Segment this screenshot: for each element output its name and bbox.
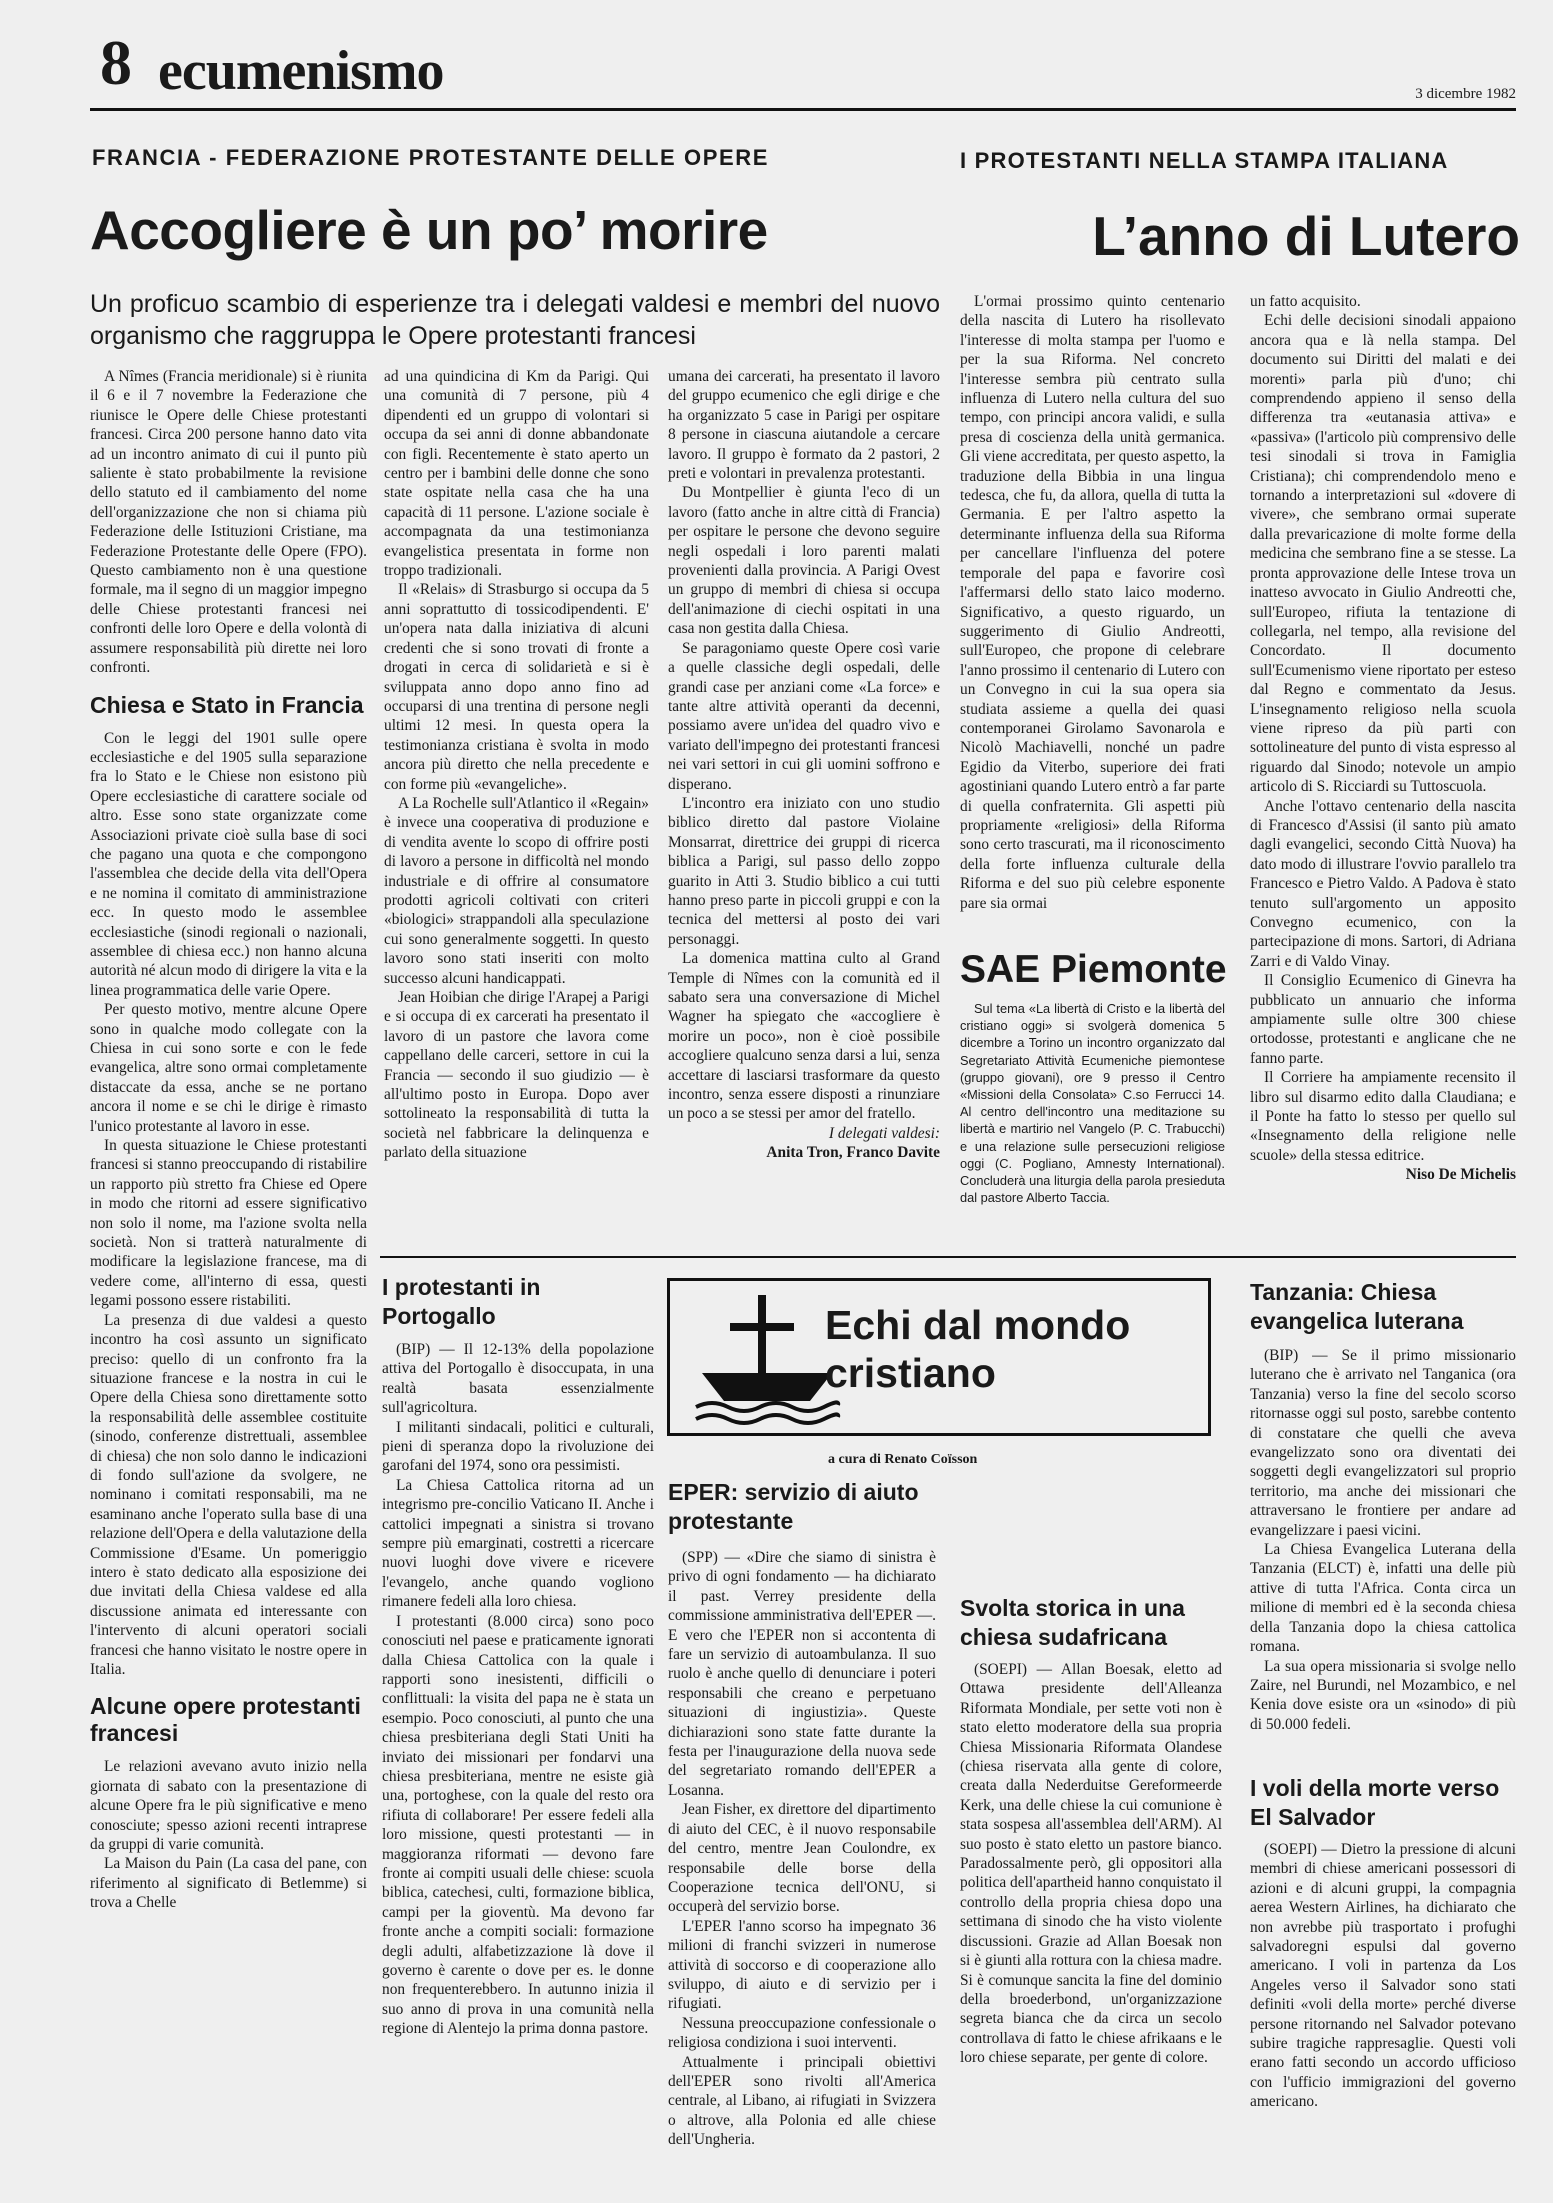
echi-title-line-2: cristiano <box>825 1350 996 1396</box>
paragraph: I protestanti (8.000 circa) sono poco conosciuti nel paese e praticamente ignorati dalla Chiesa Cattolica con la quale i rapporti sono inesistenti, difficili o conflittuali: la visita del papa ne è stata un esempio. Poco conosciuti, al punto che una chiesa presbiteriana degli Stati Uniti ha inviato dei missionari per fondarvi una chiesa presbiteriana, mentre ne esiste già una, portoghese, con la quale del resto ora rifiuta di collaborare! Per essere fedeli alla loro missione, questi protestanti — in maggioranza riformati — devono fare fronte ai compiti usuali delle chiese: scuola biblica, catechesi, culti, formazione biblica, campi per la gioventù. Ma devono far fronte anche a compiti sociali: formazione degli adulti, alfabetizzazione là dove il governo è carente o dove per es. le donne non frequenterebbero. In autunno inizia il suo anno di prova in una comunità nella regione di Alentejo la prima donna pastore. <box>382 1612 654 2038</box>
paragraph: Con le leggi del 1901 sulle opere ecclesiastiche e del 1905 sulla separazione fra lo Stato e le Chiese non esistono più Opere ecclesiastiche di carattere sociale od altro. Esse sono state organizzate come Associazioni private cioè sulla base di soci che pagano una quota e che compongono l'assemblea che decide della vita dell'Opera e ne nomina il comitato di amministrazione ecc. In questo modo le assemblee ecclesiastiche (sinodi regionali o nazionali, assemblee di chiesa ecc.) non hanno alcuna autorità né alcun modo di dirigere la vita e la linea programmatica delle varie Opere. <box>90 729 367 999</box>
left-kicker: FRANCIA - FEDERAZIONE PROTESTANTE DELLE OPERE <box>92 145 770 170</box>
salvador-headline: I voli della morte verso El Salvador <box>1250 1775 1500 1830</box>
left-headline: Accogliere è un po’ morire <box>90 199 768 261</box>
tanzania-body <box>1250 1346 1516 1756</box>
page-number: 8 <box>100 27 132 98</box>
issue-date: 3 dicembre 1982 <box>1415 86 1516 102</box>
sae-body <box>960 1000 1225 1240</box>
paragraph: (SOEPI) — Dietro la pressione di alcuni membri di chiese americani possessori di azioni e di alcuni gruppi, la compagnia aerea Western Airlines, ha dichiarato che non avrebbe più trasportato i profughi salvadoregni espulsi dal governo americano. I voli in partenza da Los Angeles verso il Salvador sono stati definiti «voli della morte» perché diverse persone ritornando nel Salvador potevano subire tragiche rappresaglie. Questi voli erano fatti secondo un accordo ufficioso con l'ufficio immigrazioni del governo americano. <box>1250 1841 1516 2111</box>
paragraph: La presenza di due valdesi a questo incontro ha così assunto un significato preciso: quello di un confronto fra la situazione francese e la nostra in cui le Opere della Chiesa sono direttamente sotto la responsabilità delle assemblee costituite (sinodo, conferenze distrettuali, assemblee di chiesa) che non solo danno le indicazioni di fondo sull'azione da svolgere, ne nominano i comitati responsabili, ma ne esaminano anche l'operato sulla base di una relazione dell'Opera e della valutazione della Commissione d'Esame. Un pomeriggio intero è stato dedicato alla esposizione dei due invitati della Chiesa valdese ed alla discussione animata ed interessante con l'intervento di alcuni operatori sociali francesi che hanno visitato le nostre opere in Italia. <box>90 1311 367 1678</box>
paragraph: (SPP) — «Dire che siamo di sinistra è privo di ogni fondamento — ha dichiarato il past. Verrey presidente della commissione amministrativa dell'EPER —. E vero che l'EPER non si accontenta di fare un servizio di autoambulanza. Il suo ruolo è anche quello di denunciare i poteri responsabili che creano e perpetuano situazioni di ingiustizia». Queste dichiarazioni sono state fatte durante la festa per l'inaugurazione della nuova sede del segretariato romando dell'EPER a Losanna. <box>668 1549 936 1799</box>
paragraph: La domenica mattina culto al Grand Temple di Nîmes con la comunità ed il sabato sera una conversazione di Michel Wagner ha spiegato che «accogliere è morire un poco», non è cioè possibile accogliere qualcuno senza darsi a lui, senza accettare di lasciarsi trasformare da questo incontro, senza essere disposti a rinunziare un poco a se stessi per amor del fratello. <box>668 950 940 1123</box>
paragraph: Il Consiglio Ecumenico di Ginevra ha pubblicato un annuario che informa ampiamente sulle oltre 300 chiese ortodosse, protestanti e anglicane che ne fanno parte. <box>1250 972 1516 1067</box>
section-title: ecumenismo <box>158 40 444 102</box>
signature-line-2: Anita Tron, Franco Davite <box>766 1144 940 1162</box>
paragraph: Nessuna preoccupazione confessionale o religiosa condiziona i suoi interventi. <box>668 2014 936 2052</box>
paragraph: Attualmente i principali obiettivi dell'EPER sono rivolti all'America centrale, al Libano, ai rifugiati in Svizzera o altrove, alla Polonia ed alle chiese dell'Ungheria. <box>668 2053 936 2149</box>
paragraph: La Maison du Pain (La casa del pane, con riferimento al significato di Betlemme) si trova a Chelle <box>90 1855 367 1912</box>
paragraph: L'EPER l'anno scorso ha impegnato 36 milioni di franchi svizzeri in numerose attività di soccorso e di cooperazione allo sviluppo, di aiuto e di servizio per i rifugiati. <box>668 1917 936 2013</box>
paragraph: Anche l'ottavo centenario della nascita di Francesco d'Assisi (il santo più amato dagli evangelici, secondo Città Nuova) ha dato modo di illustrare l'ovvio parallelo tra Francesco e Pietro Valdo. A Padova è stato tenuto sull'argomento un apposito Convegno ecumenico, con la partecipazione di mons. Sartori, di Adriana Zarri e di Valdo Vinay. <box>1250 797 1516 970</box>
right-headline: L’anno di Lutero <box>1092 205 1520 267</box>
left-col-1 <box>90 367 367 2157</box>
paragraph: ad una quindicina di Km da Parigi. Qui una comunità di 7 persone, più 4 dipendenti ed un gruppo di volontari si occupa da sei anni di donne abbandonate con figli. Recentemente è stato aperto un centro per i bambini delle donne che sono state ospitate nella casa che ha una capacità di 11 persone. L'azione sociale è accompagnata da una testimonianza evangelistica presentata in forme non troppo tradizionali. <box>384 368 649 580</box>
right-col-1 <box>960 292 1225 960</box>
paragraph: Jean Fisher, ex direttore del dipartimento di aiuto del CEC, è il nuovo responsabile del centro, mentre Jean Coulondre, ex responsabile delle borse della Cooperazione tecnica dell'ONU, si occuperà del servizio borse. <box>668 1801 936 1916</box>
echi-curator: a cura di Renato Coïsson <box>828 1452 978 1467</box>
section-divider <box>380 1256 1516 1258</box>
subhead-chiesa-stato: Chiesa e Stato in Francia <box>90 691 364 718</box>
paragraph: (BIP) — Il 12-13% della popolazione attiva del Portogallo è disoccupata, in una realtà basata essenzialmente sull'agricoltura. <box>382 1341 654 1417</box>
svolta-body <box>960 1660 1222 2158</box>
paragraph: L'incontro era iniziato con uno studio biblico diretto dal pastore Violaine Monsarrat, direttrice dei gruppi di ricerca biblica a Parigi, sul passo dello zoppo guarito in Atti 3. Studio biblico a cui tutti hanno preso parte in piccoli gruppi e con la tecnica del mettersi al posto dei vari personaggi. <box>668 794 940 948</box>
salvador-body <box>1250 1840 1516 2158</box>
masthead-rule <box>90 108 1516 111</box>
signature: Niso De Michelis <box>1405 1166 1516 1184</box>
eper-headline: EPER: servizio di aiuto protestante <box>668 1479 919 1534</box>
paragraph: Il «Relais» di Strasburgo si occupa da 5 anni soprattutto di tossicodipendenti. E' un'opera nata dalla iniziativa di alcuni credenti che si sono trovati di fronte a drogati in cerca di solidarietà e si è sviluppata anno dopo anno fino ad occuparsi di una trentina di persone negli ultimi 12 mesi. In questa opera la testimonianza cristiana è svolta in modo ancora più diretto che nella precedente e con forme più «evangeliche». <box>384 581 649 793</box>
paragraph: Il Corriere ha ampiamente recensito il libro sul disarmo edito dalla Claudiana; e il Ponte ha fatto lo stesso per quello sul «Insegnamento della religione nelle scuole» della stessa editrice. <box>1250 1069 1516 1164</box>
tanzania-headline: Tanzania: Chiesa evangelica luterana <box>1250 1279 1464 1334</box>
paragraph: (SOEPI) — Allan Boesak, eletto ad Ottawa presidente dell'Alleanza Riformata Mondiale, per sette voti non è stato eletto moderatore della sua propria Chiesa Missionaria Riformata Olandese (chiesa riservata alla gente di colore, creata dalla Nederduitse Gereformeerde Kerk, una delle chiese la cui comunione è stata sospesa all'assemblea dell'ARM). Al suo posto è stato eletto un pastore bianco. Paradossalmente però, gli oppositori alla politica dell'apartheid hanno conquistato il controllo della propria chiesa dopo una settimana di sinodo che ha visto violente discussioni. Grazie ad Allan Boesak non si è giunti alla rottura con la chiesa madre. Si è comunque sancita la fine del dominio della broederbond, un'organizzazione segreta bianca che da circa un secolo controllava di fatto le chiese afrikaans e le loro chiese separate, per gente di colore. <box>960 1661 1222 2067</box>
sae-headline: SAE Piemonte <box>960 948 1227 991</box>
right-kicker: I PROTESTANTI NELLA STAMPA ITALIANA <box>960 148 1449 173</box>
portogallo-body <box>382 1340 654 2160</box>
paragraph: Se paragoniamo queste Opere così varie a quelle classiche degli ospedali, delle grandi case per anziani come «La force» e tante altre attività operanti da decenni, possiamo avere un'idea del quadro vivo e variato dell'impegno dei protestanti francesi nei vari settori in cui gli uomini soffrono e disperano. <box>668 639 940 793</box>
echi-box <box>667 1278 1211 1436</box>
paragraph: La Chiesa Evangelica Luterana della Tanzania (ELCT) è, infatti una delle più attive di tutta l'Africa. Conta circa un milione di membri ed è la seconda chiesa della Tanzania dopo la chiesa cattolica romana. <box>1250 1541 1516 1656</box>
paragraph: A La Rochelle sull'Atlantico il «Regain» è invece una cooperativa di produzione e di vendita avente lo scopo di offrire posti di lavoro a persone in difficoltà nel mondo industriale e di offrire al consumatore prodotti agricoli coltivati con criteri «biologici» strappandoli alla speculazione cui sono generalmente soggetti. In questo lavoro sono stati inseriti con molto successo alcuni handicappati. <box>384 794 649 987</box>
svolta-headline: Svolta storica in una chiesa sudafricana <box>960 1595 1185 1650</box>
paragraph: La Chiesa Cattolica ritorna ad un integrismo pre-concilio Vaticano II. Anche i cattolici impegnati a sinistra si trovano sempre più emarginati, costretti a ricercare nuovi luoghi dove vivere e ricevere l'evangelo, anche quando vogliono rimanere fedeli alla loro chiesa. <box>382 1476 654 1611</box>
paragraph: L'ormai prossimo quinto centenario della nascita di Lutero ha risollevato l'interesse di molta stampa per l'uomo e per la sua Riforma. Nel concreto l'interesse sembra più centrato sulla influenza di Lutero nella cultura del suo tempo, con principi ancora validi, e sulla presa di coscienza della unità germanica. Gli viene accreditata, per questo aspetto, la traduzione della Bibbia in una lingua tedesca, che fu, da allora, quella di tutta la Germania. E per l'altro aspetto la determinante influenza della sua Riforma per cancellare l'influenza del potere temporale del papa e favorire così l'affermarsi dello stato laico moderno. Significativo, a questo riguardo, un suggerimento di Giulio Andreotti, sull'Europeo, che propone di celebrare l'anno prossimo il centenario di Lutero con un Convegno in cui la sua opera sia studiata assieme a quella dei quasi contemporanei Girolamo Savonarola e Nicolò Machiavelli, nonché un padre Egidio da Viterbo, superiore dei frati agostiniani quando Lutero entrò a far parte di quella confraternita. Gli aspetti più propriamente «religiosi» della Riforma sono certo trascurati, ma il riconoscimento della forte influenza culturale della Riforma e del suo più celebre esponente pare sia ormai <box>960 293 1225 912</box>
paragraph: Echi delle decisioni sinodali appaiono ancora qua e là nella stampa. Del documento sui Diritti del malati e dei morenti» parla più d'uno; chi comprendendo appieno il senso della differenza tra «eutanasia attiva» e «passiva» (l'articolo più comprensivo delle tesi sinodali si trova in Famiglia Cristiana); chi comprendendolo meno e tornando a interpretazioni sul «dovere di vivere», che sembrano ormai superate dalla prevaricazione di molte forme della medicina che sembrano fine a se stesse. La pronta approvazione delle Intese trova un inatteso avvocato in Giulio Andreotti che, sull'Europeo, rifiuta la tentazione di collegarla, nel tempo, alla revisione del Concordato. Il documento sull'Ecumenismo viene riportato per esteso dal Regno e commentato da Jesus. L'insegnamento religioso nella scuola viene ripreso da più parti con sottolineature del punto di vista espresso al riguardo dal Sinodo; notevole un ampio articolo di S. Ricciardi su Tuttoscuola. <box>1250 312 1516 796</box>
left-deck: Un proficuo scambio di esperienze tra i delegati valdesi e membri del nuovo organismo che raggruppa le Opere protestanti francesi <box>90 290 940 350</box>
paragraph: Jean Hoibian che dirige l'Arapej a Parigi e si occupa di ex carcerati ha presentato il lavoro di un pastore che lavora come cappellano delle carceri, settore in cui la Francia — secondo il suo giudizio — è all'ultimo posto in Europa. Dopo aver sottolineato la responsabilità di tutta la società nel fabbricare la delinquenza e parlato della situazione <box>384 989 649 1162</box>
paragraph: A Nîmes (Francia meridionale) si è riunita il 6 e il 7 novembre la Federazione che riunisce le Opere delle Chiese protestanti francesi. Circa 200 persone hanno dato vita ad un incontro animato di cui il punto più saliente è stato probabilmente la revisione dello statuto ed il cambiamento del nome dell'organizzazione che non si chiama più Federazione delle Istituzioni Cristiane, ma Federazione Protestante delle Opere (FPO). Questo cambiamento non è una questione formale, ma il segno di un maggior impegno delle Chiese protestanti francesi nei confronti delle loro Opere e della volontà di assumere responsabilità più dirette nei loro confronti. <box>90 368 367 677</box>
paragraph: La sua opera missionaria si svolge nello Zaire, nel Burundi, nel Mozambico, e nel Kenia dove esiste ora un «sinodo» di più di 50.000 fedeli. <box>1250 1657 1516 1733</box>
signature-line-1: I delegati valdesi: <box>828 1124 940 1142</box>
paragraph: Le relazioni avevano avuto inizio nella giornata di sabato con la presentazione di alcune Opere fra le più significative e meno conosciute; spesso azioni recenti intraprese da gruppi di varie comunità. <box>90 1758 367 1854</box>
portogallo-headline: I protestanti in Portogallo <box>382 1274 541 1329</box>
subhead-alcune-opere: Alcune opere protestanti francesi <box>90 1693 361 1747</box>
masthead <box>86 28 1516 118</box>
eper-body <box>668 1548 936 2158</box>
right-col-2 <box>1250 292 1516 1242</box>
sae-text: Sul tema «La libertà di Cristo e la libertà del cristiano oggi» si svolgerà domenica 5 dicembre a Torino un incontro organizzato dal Segretariato Attività Ecumeniche piemontese (gruppo giovani), ore 9 presso il Centro «Missioni della Consolata» C.so Ferrucci 14. Al centro dell'incontro una meditazione su libertà e martirio nel Vangelo (P. C. Trabucchi) e una relazione sulle persecuzioni religiose oggi (C. Pogliano, Amnesty International). Concluderà una liturgia della parola presieduta dal pastore Alberto Taccia. <box>960 1001 1225 1206</box>
paragraph: (BIP) — Se il primo missionario luterano che è arrivato nel Tanganica (ora Tanzania) verso la fine del secolo scorso ritornasse oggi sul posto, sarebbe contento di constatare che quelli che aveva evangelizzato sono ora diventati dei soggetti degli evangelizzatori sul proprio territorio, ma anche dei missionari che attraversano le frontiere per andare ad evangelizzare i paesi vicini. <box>1250 1347 1516 1539</box>
left-col-3 <box>668 367 940 1247</box>
paragraph: Per questo motivo, mentre alcune Opere sono in qualche modo collegate con la Chiesa in cui sono sorte e con le fede evangelica, altre sono ormai completamente distaccate da essa, anche se ne portano ancora il nome e se chi le dirige è rimasto l'unico protestante al lavoro in esse. <box>90 1001 367 1135</box>
paragraph: Du Montpellier è giunta l'eco di un lavoro (fatto anche in altre città di Francia) per ospitare le persone che devono seguire negli ospedali i loro parenti malati provenienti dalla provincia. A Parigi Ovest un gruppo di membri di chiesa si occupa dell'animazione di ciechi ospitati in una casa non gestita dalla Chiesa. <box>668 484 940 638</box>
echi-title-line-1: Echi dal mondo <box>825 1302 1131 1348</box>
cross-boat-icon <box>692 1289 842 1429</box>
paragraph: un fatto acquisito. <box>1250 293 1361 310</box>
left-col-2 <box>384 367 649 1247</box>
paragraph: umana dei carcerati, ha presentato il lavoro del gruppo ecumenico che egli dirige e che ha organizzato 5 case in Parigi per ospitare 8 persone in ciascuna aiutandole a cercare lavoro. Il gruppo è formato da 2 pastori, 2 preti e volontari in prevalenza protestanti. <box>668 368 940 483</box>
paragraph: In questa situazione le Chiese protestanti francesi si stanno preoccupando di ristabilire un rapporto più stretto fra Chiese ed Opere in modo che ritorni ad essere significativo non solo il nome, ma l'azione svolta nella società. Non si tratterà naturalmente di modificare la legislazione francese, ma di vedere come, all'interno di essa, questi legami possono essere ristabiliti. <box>90 1137 367 1310</box>
paragraph: I militanti sindacali, politici e culturali, pieni di speranza dopo la rivoluzione dei garofani del 1974, sono ora pessimisti. <box>382 1418 654 1475</box>
